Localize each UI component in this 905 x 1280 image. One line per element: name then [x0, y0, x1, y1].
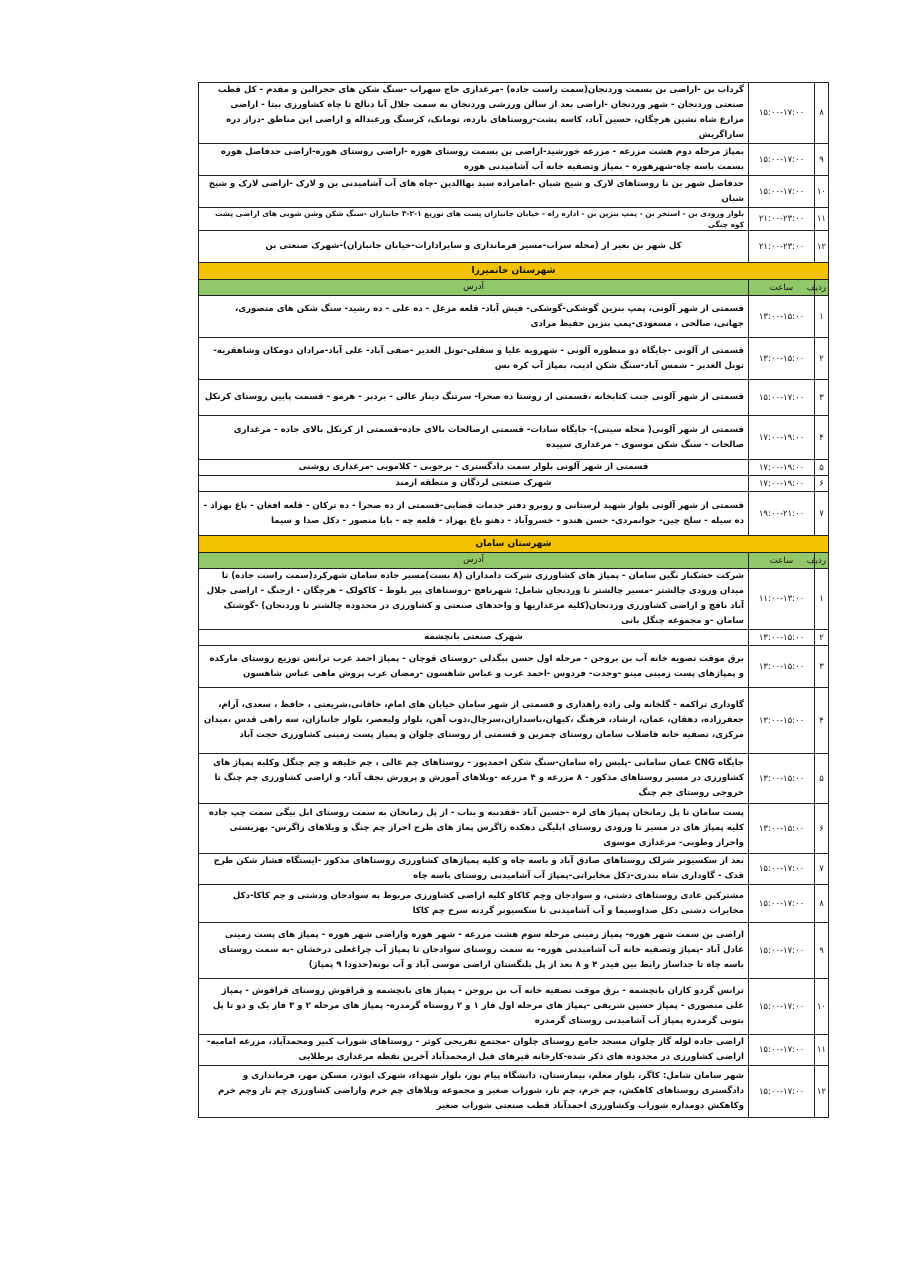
address-text: شرکت خشکبار نگین سامان - پمپاژ های کشاورزی شرکت دامداران (۸ بست)مسیر جاده سامان شهرکرد(سمت راست جاده) تا میدان ورودی چالشتر -مسیر چالشتر تا وردنجان شامل: شهرنافچ -روستاهای پیر بلوط - کاکولک - هرچگان - ارجنگ - اراضی جلال آباد نافچ و اراضی کشاورزی وردنجان(کلیه مرغداریها و واحدهای صنعتی و کشاورزی در محدوده چالشتر تا وردنجان) -گوشتک سامان -و مجموعه چنگل بانی — [199, 569, 749, 630]
address-text: قسمتی از شهر آلونی بلوار شهید لرستانی و روبرو دفتر خدمات قضایی-قسمتی از ده صحرا - ده ترکان - قلعه افغان - باغ بهزاد - ده سیله - سلخ چین- جوانمردی- حسن هندو - خسروآباد - دهنو باغ بهزاد - قلعه چه - بابا منصور - دکل صدا و سیما — [199, 492, 749, 536]
table-row — [199, 476, 829, 492]
address-text: شهرک صنعتی لردگان و منطقه ارمند — [199, 476, 749, 492]
table-row — [199, 492, 829, 536]
address-text: مشترکین عادی روستاهای دشتی، و سوادجان وچم کاکاو کلیه اراضی کشاورزی مربوط به سوادجان ودشتی و چم کاکا-دکل مخابرات دشتی دکل صداوسیما و آب آشامیدنی تا سکسیونر گردنه سرخ چم کاکا — [199, 885, 749, 923]
row-number: ۷ — [815, 492, 829, 536]
time-range: ۱۷:۰۰-۱۹:۰۰ — [749, 416, 815, 460]
row-number: ۲ — [815, 630, 829, 646]
address-text: حدفاصل شهر بن تا روستاهای لارک و شیخ شبان -امامزاده سید بهاالدین -چاه های آب آشامیدنی بن و لارک -اراضی لارک و شیخ شبان — [199, 176, 749, 208]
time-range: ۱۵:۰۰-۱۷:۰۰ — [749, 380, 815, 416]
table-row — [199, 754, 829, 804]
outage-schedule-sheet — [198, 82, 829, 1118]
row-number: ۹ — [815, 144, 829, 176]
address-text: شهر سامان شامل: کاگر، بلوار معلم، بیمارستان، دانشگاه پیام نور، بلوار شهداء، شهرک ابوذر، مسکن مهر، فرمانداری و دادگستری روستاهای کاهکش، چم خرم، چم تار، شوراب صغیر و مجموعه ویلاهای چم خرم واراضی کشاورزی چم تار وچم خرم وکاهکش دومداره شوراب وکشاورزی احمدآباد قطب صنعتی شوراب صغیر — [199, 1066, 749, 1118]
time-range: ۱۵:۰۰-۱۷:۰۰ — [749, 83, 815, 144]
header-address: آدرس — [199, 553, 749, 569]
row-number: ۱۲ — [815, 231, 829, 263]
county-title-row — [199, 263, 829, 280]
row-number: ۱۰ — [815, 176, 829, 208]
table-row — [199, 83, 829, 144]
time-range: ۱۳:۰۰-۱۵:۰۰ — [749, 338, 815, 380]
time-range: ۱۵:۰۰-۱۷:۰۰ — [749, 144, 815, 176]
row-number: ۵ — [815, 460, 829, 476]
address-text: بلوار ورودی بن - استخر بن - پمپ بنزین بن - اداره راه - خیابان جانبازان پست های توزیع ۱-۲-۳ جانبازان -سنگ شکن وشن شویی های اراضی پشت کوه چنگی — [199, 208, 749, 231]
address-text: شهرک صنعتی بانچشمه — [199, 630, 749, 646]
time-range: ۲۱:۰۰-۲۳:۰۰ — [749, 231, 815, 263]
time-range: ۱۳:۰۰-۱۵:۰۰ — [749, 630, 815, 646]
table-row — [199, 176, 829, 208]
table-row — [199, 1035, 829, 1066]
column-header-row — [199, 553, 829, 569]
time-range: ۱۳:۰۰-۱۵:۰۰ — [749, 646, 815, 688]
address-text: جایگاه CNG عمان سامانی -پلیس راه سامان-سنگ شکن احمدپور - روستاهای چم عالی ، چم خلیفه و چم چنگل وکلیه پمپاژ های کشاورزی در مسیر روستاهای مذکور - ۸ مزرعه و ۴ مزرعه -ویلاهای آموزش و پرورش نجف آباد- و اراضی کشاورزی چم چنگ تا خروجی روستای چم چنگ — [199, 754, 749, 804]
row-number: ۱۱ — [815, 208, 829, 231]
row-number: ۱۲ — [815, 1066, 829, 1118]
table-row — [199, 208, 829, 231]
row-number: ۱ — [815, 296, 829, 338]
address-text: قسمتی از شهر آلونی( محله سینی)- جایگاه سادات- قسمتی ازصالحات بالای جاده-قسمتی از کرنکل بالای جاده - مرغداری صالحات - سنگ شکن موسوی - مرغداری سپیده — [199, 416, 749, 460]
county-title: شهرستان سامان — [199, 536, 829, 553]
address-text: بعد از سکسیونر شرلک روستاهای صادق آباد و باسه چاه و کلیه پمپاژهای کشاورزی روستاهای مذکور -ایستگاه فشار شکن طرح قدک - گاوداری شاه بندری-دکل مخابراتی-پمپاژ آب آشامیدنی روستای باسه چاه — [199, 854, 749, 885]
address-text: قسمتی از شهر آلونی جنب کتابخانه ،قسمتی از روستا ده صحرا- سرتنگ دینار عالی - بردبر - هرمو - قسمت پایین روستای کرنکل — [199, 380, 749, 416]
time-range: ۱۳:۰۰-۱۵:۰۰ — [749, 688, 815, 754]
table-row — [199, 338, 829, 380]
county-title-row — [199, 536, 829, 553]
time-range: ۱۵:۰۰-۱۷:۰۰ — [749, 176, 815, 208]
outage-schedule-table — [198, 82, 829, 1118]
column-header-row — [199, 280, 829, 296]
row-number: ۱۱ — [815, 1035, 829, 1066]
header-time: ساعت — [749, 553, 815, 569]
table-row — [199, 296, 829, 338]
time-range: ۱۷:۰۰-۱۹:۰۰ — [749, 460, 815, 476]
table-row — [199, 979, 829, 1035]
header-row-number: ردیف — [815, 280, 829, 296]
time-range: ۲۱:۰۰-۲۳:۰۰ — [749, 208, 815, 231]
table-row — [199, 231, 829, 263]
time-range: ۱۵:۰۰-۱۷:۰۰ — [749, 923, 815, 979]
row-number: ۳ — [815, 380, 829, 416]
address-text: گرداب بن -اراضی بن بسمت وردنجان(سمت راست جاده) -مرغداری حاج سهراب -سنگ شکن های حجرالبن و مقدم - کل قطب صنعتی وردنجان - شهر وردنجان -اراضی بعد از سالن ورزشی وردنجان به سمت جلال آبا دنالچ تا چاه کشاورزی بیتا - اراضی مزارع شاه نشین هرچگان، حسین آباد، کاسه پشت-روستاهای بارده، تومانک، کرسنگ ورعبداله و اراضی این مناطق -دراز دره ساراگریش — [199, 83, 749, 144]
row-number: ۱ — [815, 569, 829, 630]
row-number: ۶ — [815, 476, 829, 492]
address-text: برق موقت تصویه خانه آب بن بروجن - مرحله اول حسن بیگدلی -روستای قوچان - پمپاژ احمد عرب ترانس توزیع روستای مارکده و پمپاژهای پست زمینی مینو -وحدت- فردوس -احمد عرب و عباس شاهسون -رمضان عرب پروش ماهی عباس شاهسون — [199, 646, 749, 688]
row-number: ۵ — [815, 754, 829, 804]
time-range: ۱۵:۰۰-۱۷:۰۰ — [749, 1035, 815, 1066]
row-number: ۳ — [815, 646, 829, 688]
time-range: ۱۳:۰۰-۱۵:۰۰ — [749, 754, 815, 804]
table-row — [199, 630, 829, 646]
table-row — [199, 144, 829, 176]
address-text: گاوداری تراکمه - گلخانه ولی زاده راهداری و قسمتی از شهر سامان خیابان های امام، خاقانی،شریعتی ، حافظ ، سعدی، آرام، جعفرزاده، دهقان، عمان، ارشاد، فرهنگ ،کیهان،باسداران،سرچال،ذوب آهن، بلوار ولیعصر، بلوار جانبازان، سه راهی قدس ،میدان مرکزی، تصفیه خانه فاضلاب سامان روستای چمزین و قسمتی از روستای چلوان و پمپاژ پست زمینی کشاورزی حجت آباد — [199, 688, 749, 754]
row-number: ۴ — [815, 688, 829, 754]
table-row — [199, 460, 829, 476]
header-address: آدرس — [199, 280, 749, 296]
table-row — [199, 646, 829, 688]
header-row-number: ردیف — [815, 553, 829, 569]
address-text: قسمتی از شهر آلونی، پمپ بنزین گوشکی-گوشکی- فیش آباد- قلعه مزعل - ده علی - ده رشید- سنگ شکن های منصوری، جهانی، صالحی ، مسعودی-پمپ بنزین حفیظ مرادی — [199, 296, 749, 338]
table-row — [199, 688, 829, 754]
table-body — [199, 83, 829, 1118]
time-range: ۱۵:۰۰-۱۷:۰۰ — [749, 979, 815, 1035]
row-number: ۴ — [815, 416, 829, 460]
time-range: ۱۵:۰۰-۱۷:۰۰ — [749, 1066, 815, 1118]
address-text: کل شهر بن بغیر از (محله سراب-مسیر فرمانداری و سایرادارات-خیابان جانبازان)-شهرک صنعتی بن — [199, 231, 749, 263]
row-number: ۶ — [815, 804, 829, 854]
row-number: ۷ — [815, 854, 829, 885]
table-row — [199, 885, 829, 923]
address-text: قسمتی از شهر آلونی بلوار سمت دادگستری - برجویی - کلاموبی -مرغداری روشنی — [199, 460, 749, 476]
header-time: ساعت — [749, 280, 815, 296]
time-range: ۱۹:۰۰-۲۱:۰۰ — [749, 492, 815, 536]
row-number: ۹ — [815, 923, 829, 979]
table-row — [199, 854, 829, 885]
address-text: اراضی جاده لوله گاز چلوان مسجد جامع روستای چلوان -مجتمع تفریحی کوثر - روستاهای شوراب کبیر ومحمدآباد، مزرعه امامیه- اراضی کشاورزی در محدوده های ذکر شده-کارخانه قیرهای قبل ازمحمدآباد آخرین نقطه مرغداری برطلایی — [199, 1035, 749, 1066]
time-range: ۱۳:۰۰-۱۵:۰۰ — [749, 804, 815, 854]
table-row — [199, 804, 829, 854]
address-text: اراضی بن سمت شهر هوره- پمپاژ زمینی مرحله سوم هشت مزرعه - شهر هوره واراضی شهر هوره - پمپاژ های پست زمینی عادل آباد -پمپاژ وتصفیه خانه آب آشامیدنی هوره- به سمت روستای سوادجان تا پمپاژ آب چراغعلی درخشان -به سمت روستای باسه چاه تا جداساز رابط بین فیدر ۴ و ۸ بعد از پل بلنگستان اراضی موسی آباد و آب بونه(حدودا ۹ پمپاژ) — [199, 923, 749, 979]
table-row — [199, 416, 829, 460]
time-range: ۱۵:۰۰-۱۷:۰۰ — [749, 885, 815, 923]
row-number: ۸ — [815, 83, 829, 144]
table-row — [199, 569, 829, 630]
address-text: قسمتی از آلونی -جایگاه دو منظوره آلونی - شهرویه علیا و سفلی-تونل الغدیر -صفی آباد- علی آباد-مرادان دومکان وشاهقریه-تونل الغدیر - شمس آباد-سنگ شکن ادیب، بمپاژ آب کره بس — [199, 338, 749, 380]
county-title: شهرستان خانمیرزا — [199, 263, 829, 280]
address-text: بمپاژ مرحله دوم هشت مزرعه - مزرعه خورشید-اراضی بن بسمت روستای هوره -اراضی روستای هوره-اراضی حدفاصل هوره بسمت باسه چاه-شهرهوره - بمپاژ وتصفیه خانه آب آشامیدنی هوره — [199, 144, 749, 176]
table-row — [199, 1066, 829, 1118]
address-text: ترانس گردو کاران بانچشمه - برق موقت تصفیه خانه آب بن بروجن - پمپاژ های بانچشمه و قراقوش روستای قراقوش - پمپاژ علی منصوری - پمپاژ حسین شریفی -پمپاژ های مرحله اول فاز ۱ و ۲ روستاه گرمدره- پمپاژ های مرحله ۲ و ۳ فاز یک و دو تا پل بتونی گرمدره پمپاژ آب آشامیدنی روستای گرمدره — [199, 979, 749, 1035]
table-row — [199, 923, 829, 979]
row-number: ۱۰ — [815, 979, 829, 1035]
row-number: ۲ — [815, 338, 829, 380]
time-range: ۱۷:۰۰-۱۹:۰۰ — [749, 476, 815, 492]
row-number: ۸ — [815, 885, 829, 923]
table-row — [199, 380, 829, 416]
time-range: ۱۱:۰۰-۱۳:۰۰ — [749, 569, 815, 630]
time-range: ۱۵:۰۰-۱۷:۰۰ — [749, 854, 815, 885]
address-text: پست سامان تا پل زمانخان پمپاژ های لره -حسین آباد -قفدنبه و بناب - از پل زمانخان به سمت روستای ابل بیگی سمت چپ جاده کلیه پمپاژ های در مسیر تا ورودی روستای ابلیگی دهکده زاگرس پماژ های طرح احراز چم چنگ و ویلاهای زاگرس- بهزیستی واحراز وطوبی- مرغداری موسوی — [199, 804, 749, 854]
time-range: ۱۳:۰۰-۱۵:۰۰ — [749, 296, 815, 338]
